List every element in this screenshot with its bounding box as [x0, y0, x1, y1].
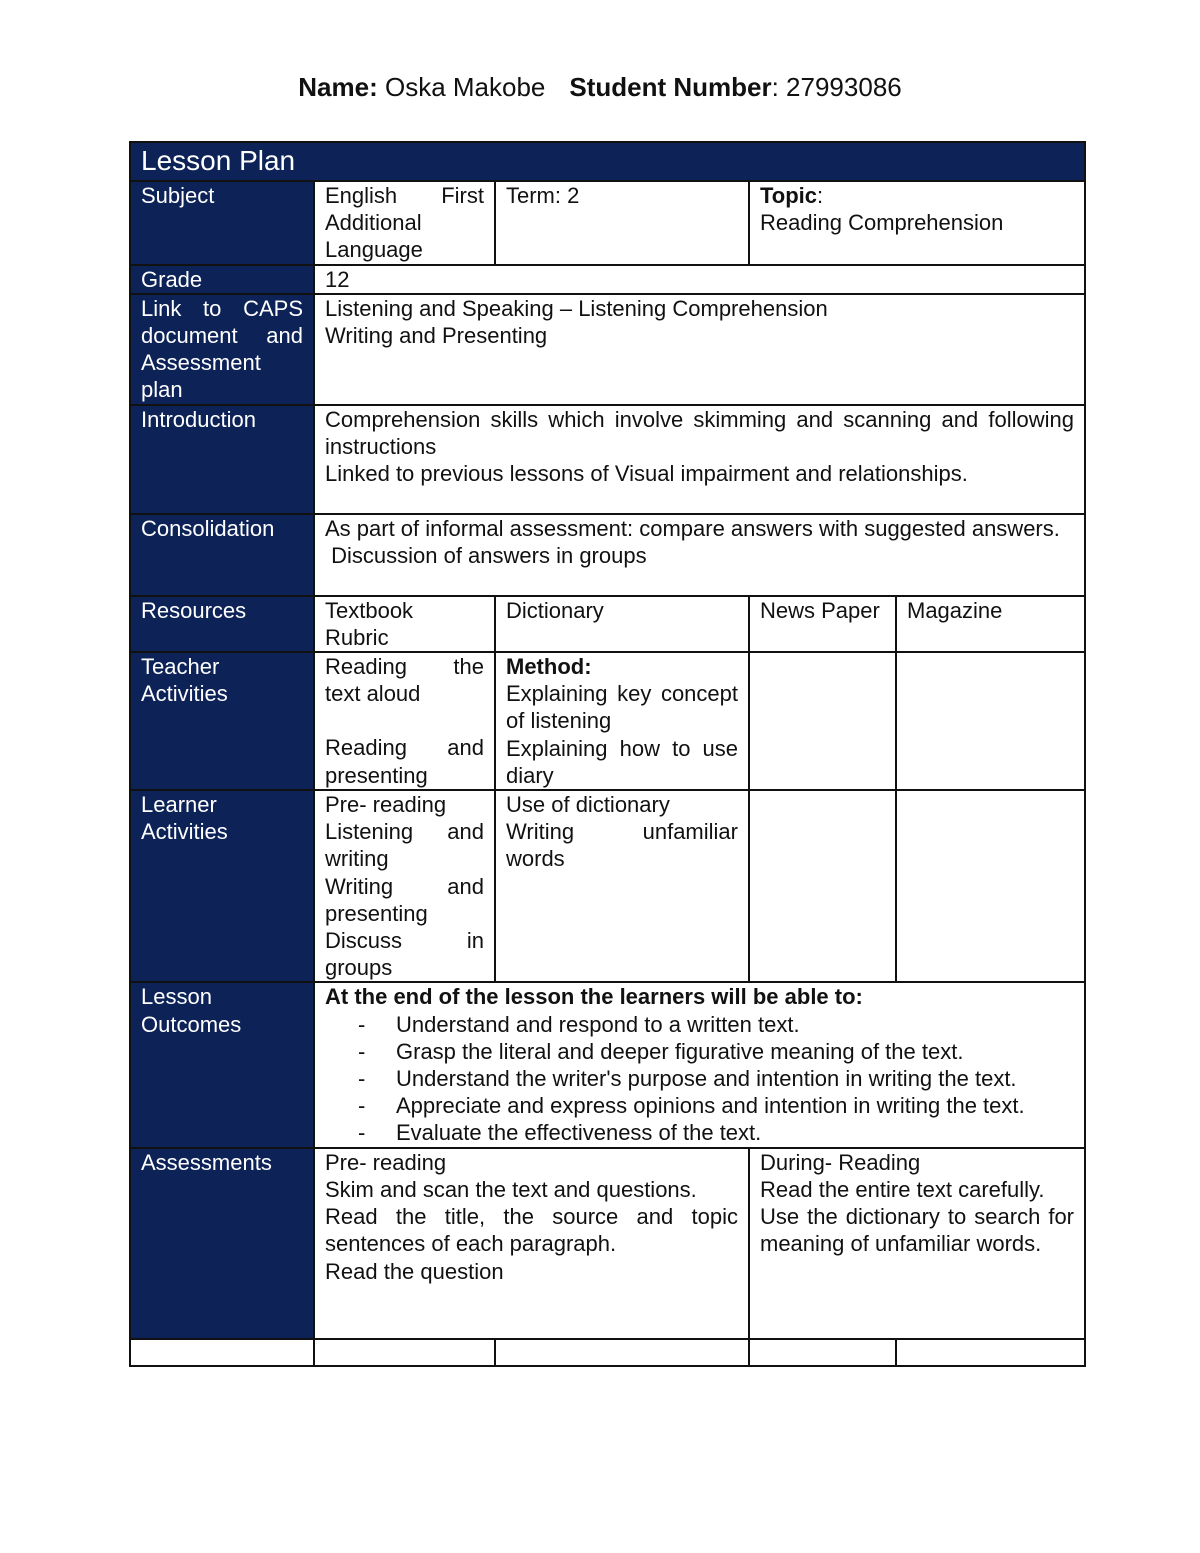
pre-reading-title: Pre- reading: [325, 1149, 447, 1175]
during-reading-title: During- Reading: [760, 1149, 921, 1175]
empty-cell: [749, 1339, 896, 1366]
pre-reading-line2: Read the title, the source and topic sentences of each paragraph.: [325, 1204, 738, 1257]
caps-label: Link to CAPS document and Assessment plan: [130, 294, 314, 405]
subject-value: [314, 181, 495, 265]
resources-rubric: Rubric: [325, 624, 389, 650]
learner-activity-c: Writing and presenting: [325, 873, 484, 926]
learner-empty-col4: [896, 790, 1085, 982]
list-item: - Understand and respond to a written text.: [325, 1011, 1074, 1038]
name-value: Oska Makobe: [384, 72, 546, 102]
outcomes-heading: At the end of the lesson the learners will be able to:: [325, 984, 863, 1010]
name-label: Name:: [298, 72, 378, 102]
resources-dictionary: Dictionary: [495, 596, 749, 652]
empty-cell: [495, 1339, 749, 1366]
subject-value-line2: Additional Language: [325, 210, 423, 263]
learner-activity-e: Use of dictionary: [506, 792, 670, 818]
student-number-label: Student Number: [569, 72, 772, 102]
resources-col1: [314, 596, 495, 652]
list-item: - Understand the writer's purpose and intention in writing the text.: [325, 1065, 1074, 1092]
teacher-activities-label: Teacher Activities: [130, 652, 314, 790]
assessments-row: [130, 1148, 1085, 1339]
teacher-empty-col4: [896, 652, 1085, 790]
introduction-row: [130, 405, 1085, 514]
student-header: [0, 70, 1200, 104]
consolidation-label: Consolidation: [130, 514, 314, 596]
learner-activities-label: Learner Activities: [130, 790, 314, 982]
lesson-outcomes-value: [314, 982, 1085, 1147]
resources-magazine: Magazine: [896, 596, 1085, 652]
pre-reading-cell: [314, 1148, 749, 1339]
term-value: Term: 2: [495, 181, 749, 265]
learner-activities-row: [130, 790, 1085, 982]
resources-newspaper: News Paper: [749, 596, 896, 652]
consolidation-line2: Discussion of answers in groups: [325, 542, 647, 568]
caps-row: [130, 294, 1085, 405]
during-reading-line2: Use the dictionary to search for meaning of unfamiliar words.: [760, 1204, 1075, 1257]
introduction-label: Introduction: [130, 405, 314, 514]
learner-activities-col2: [495, 790, 749, 982]
list-item: - Appreciate and express opinions and intention in writing the text.: [325, 1092, 1074, 1119]
learner-activity-d: Discuss in groups: [325, 928, 484, 981]
method-b: Explaining how to use diary: [506, 735, 738, 788]
empty-cell: [130, 1339, 314, 1366]
topic-label: Topic: [760, 183, 818, 208]
learner-activity-b: Listening and writing: [325, 819, 484, 872]
teacher-empty-col3: [749, 652, 896, 790]
pre-reading-line1: Skim and scan the text and questions.: [325, 1176, 697, 1202]
introduction-line2: Linked to previous lessons of Visual impairment and relationships.: [325, 461, 968, 487]
pre-reading-line3: Read the question: [325, 1258, 504, 1284]
during-reading-cell: [749, 1148, 1085, 1339]
caps-line2: Writing and Presenting: [325, 323, 548, 349]
resources-row: [130, 596, 1085, 652]
subject-label: Subject: [130, 181, 314, 265]
teacher-activities-col1: [314, 652, 495, 790]
learner-empty-col3: [749, 790, 896, 982]
introduction-value: [314, 405, 1085, 514]
consolidation-row: [130, 514, 1085, 596]
table-title: Lesson Plan: [130, 142, 1085, 181]
list-item: - Evaluate the effectiveness of the text.: [325, 1119, 1074, 1146]
title-row: [130, 142, 1085, 181]
teacher-activity-a: Reading the text aloud: [325, 654, 484, 707]
topic-cell: [749, 181, 1085, 265]
method-a: Explaining key concept of listening: [506, 681, 738, 734]
resources-textbook: Textbook: [325, 597, 414, 623]
subject-value-line1: English First: [325, 183, 484, 208]
during-reading-line1: Read the entire text carefully.: [760, 1176, 1045, 1202]
consolidation-value: [314, 514, 1085, 596]
assessments-label: Assessments: [130, 1148, 314, 1339]
lesson-plan-table: [129, 141, 1086, 1367]
learner-activity-a: Pre- reading: [325, 792, 447, 818]
teacher-method-cell: [495, 652, 749, 790]
introduction-line1: Comprehension skills which involve skimming and scanning and following instructions: [325, 406, 1075, 459]
lesson-outcomes-label: Lesson Outcomes: [130, 982, 314, 1147]
teacher-activities-row: [130, 652, 1085, 790]
consolidation-line1: As part of informal assessment: compare answers with suggested answers.: [325, 515, 1060, 541]
lesson-outcomes-row: [130, 982, 1085, 1147]
topic-colon: :: [817, 183, 824, 208]
grade-row: [130, 265, 1085, 294]
teacher-activity-b: Reading and presenting: [325, 735, 484, 788]
resources-label: Resources: [130, 596, 314, 652]
caps-line1: Listening and Speaking – Listening Comprehension: [325, 295, 828, 321]
empty-cell: [314, 1339, 495, 1366]
empty-row: [130, 1339, 1085, 1366]
caps-value: [314, 294, 1085, 405]
grade-value: 12: [314, 265, 1085, 294]
method-label: Method:: [506, 654, 592, 680]
student-number-value: : 27993086: [771, 72, 902, 102]
outcomes-list: [325, 1011, 1074, 1147]
learner-activity-f: Writing unfamiliar words: [506, 819, 738, 872]
topic-value: Reading Comprehension: [760, 210, 1004, 236]
list-item: - Grasp the literal and deeper figurative meaning of the text.: [325, 1038, 1074, 1065]
learner-activities-col1: [314, 790, 495, 982]
grade-label: Grade: [130, 265, 314, 294]
subject-row: [130, 181, 1085, 265]
empty-cell: [896, 1339, 1085, 1366]
